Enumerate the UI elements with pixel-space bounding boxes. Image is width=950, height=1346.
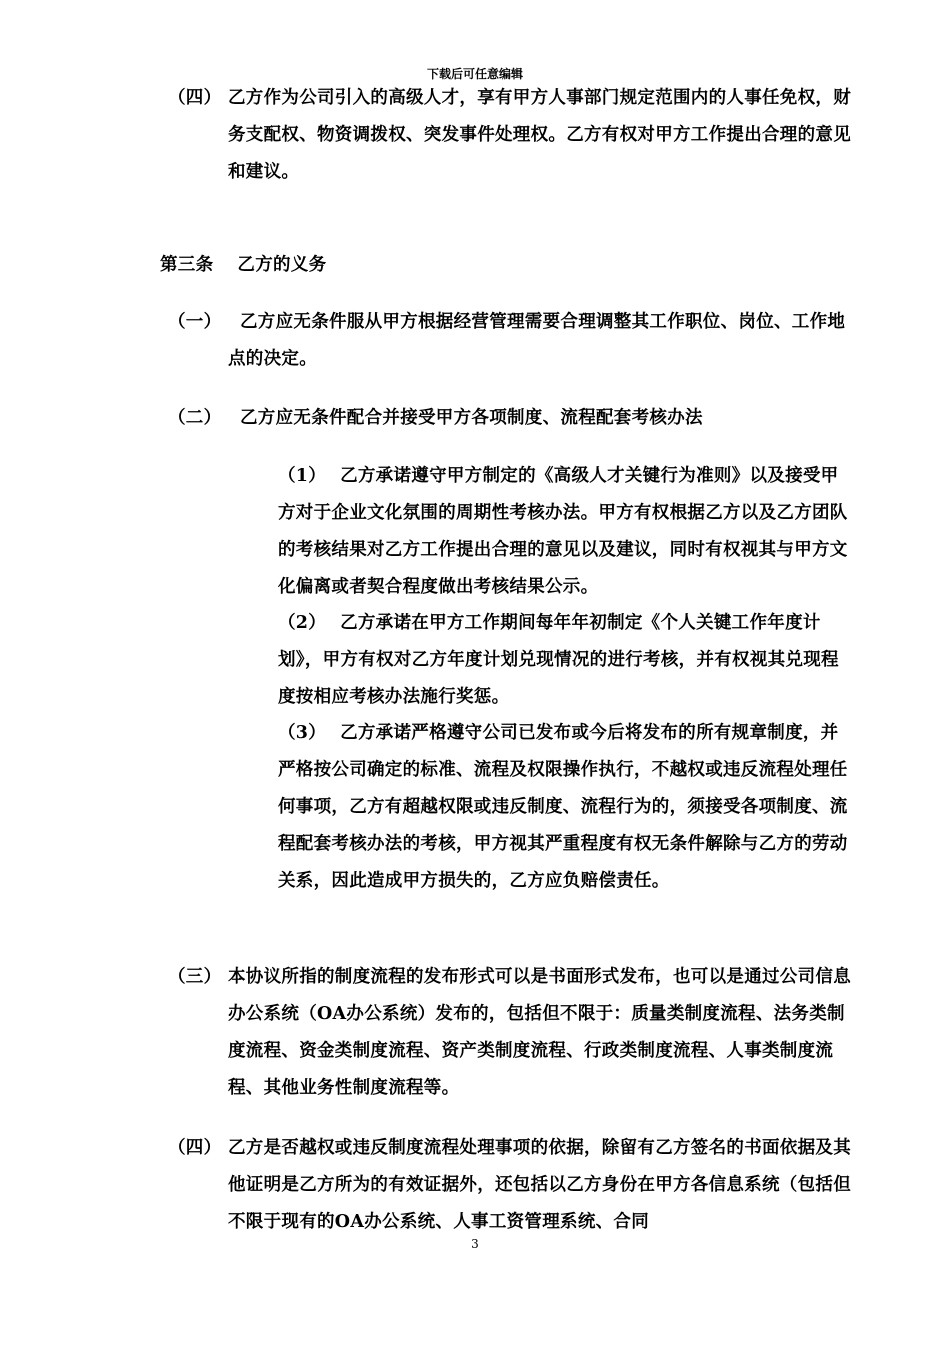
clause-item-2 — [168, 400, 858, 437]
item-text: 乙方应无条件服从甲方根据经营管理需要合理调整其工作职位、岗位、工作地点的决定。 — [228, 312, 846, 369]
item-marker: （四） — [168, 88, 222, 108]
subitem-1 — [278, 458, 850, 606]
clause-item-4b — [168, 1130, 858, 1241]
item-text: 本协议所指的制度流程的发布形式可以是书面形式发布，也可以是通过公司信息办公系统（OA办公系统）发布的，包括但不限于：质量类制度流程、法务类制度流程、资金类制度流程、资产类制度流程、行政类制度流程、人事类制度流程、其他业务性制度流程等。 — [228, 967, 851, 1098]
clause-item-4 — [168, 80, 858, 191]
subitem-2 — [278, 605, 850, 716]
subitem-3 — [278, 715, 850, 900]
section-title: 乙方的义务 — [237, 255, 327, 275]
section-heading — [160, 247, 326, 284]
item-text: 乙方应无条件配合并接受甲方各项制度、流程配套考核办法 — [240, 408, 703, 428]
subitem-text: 乙方承诺严格遵守公司已发布或今后将发布的所有规章制度，并严格按公司确定的标准、流程及权限操作执行，不越权或违反流程处理任何事项，乙方有超越权限或违反制度、流程行为的，须接受各项制度、流程配套考核办法的考核，甲方视其严重程度有权无条件解除与乙方的劳动关系，因此造成甲方损失的，乙方应负赔偿责任。 — [278, 723, 848, 891]
item-marker: （二） — [168, 408, 222, 428]
clause-item-3 — [168, 959, 858, 1107]
item-marker: （三） — [168, 967, 222, 987]
item-marker: （一） — [168, 312, 222, 332]
item-text: 乙方是否越权或违反制度流程处理事项的依据，除留有乙方签名的书面依据及其他证明是乙方所为的有效证据外，还包括以乙方身份在甲方各信息系统（包括但不限于现有的OA办公系统、人事工资管理系统、合同 — [228, 1138, 851, 1232]
subitem-marker: （2） — [278, 613, 327, 633]
subitem-marker: （1） — [278, 466, 327, 486]
page-header: 下载后可任意编辑 — [426, 67, 523, 81]
subitem-marker: （3） — [278, 723, 327, 743]
subitem-text: 乙方承诺在甲方工作期间每年年初制定《个人关键工作年度计划》，甲方有权对乙方年度计划兑现情况的进行考核，并有权视其兑现程度按相应考核办法施行奖惩。 — [278, 613, 839, 707]
item-text: 乙方作为公司引入的高级人才，享有甲方人事部门规定范围内的人事任免权，财务支配权、物资调拨权、突发事件处理权。乙方有权对甲方工作提出合理的意见和建议。 — [228, 88, 851, 182]
page-number: 3 — [471, 1237, 479, 1251]
subitem-text: 乙方承诺遵守甲方制定的《高级人才关键行为准则》以及接受甲方对于企业文化氛围的周期性考核办法。甲方有权根据乙方以及乙方团队的考核结果对乙方工作提出合理的意见以及建议，同时有权视其与甲方文化偏离或者契合程度做出考核结果公示。 — [278, 466, 848, 597]
section-number: 第三条 — [160, 255, 214, 275]
clause-item-1 — [168, 304, 858, 378]
item-marker: （四） — [168, 1138, 222, 1158]
